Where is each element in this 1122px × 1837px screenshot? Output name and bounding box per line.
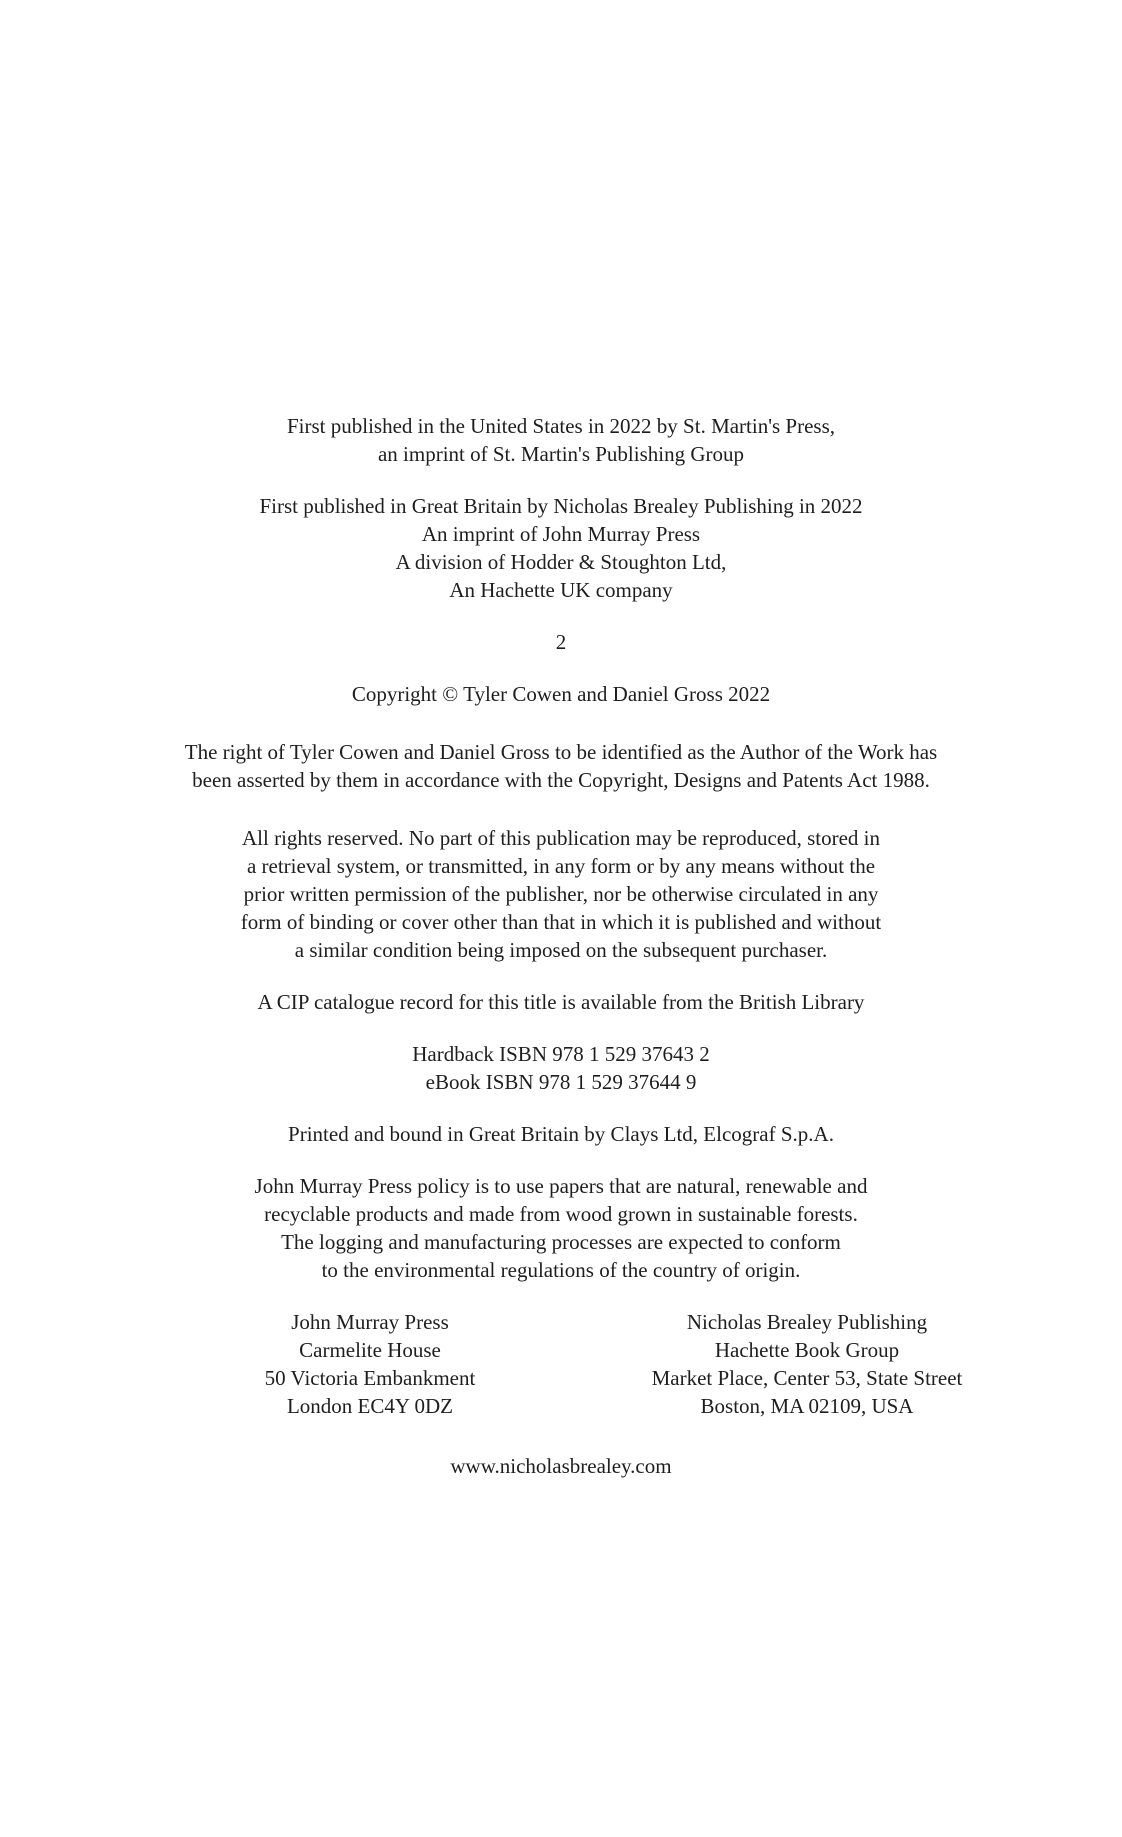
moral-rights-notice bbox=[0, 738, 1122, 794]
uk-publication-line-1: First published in Great Britain by Nicholas Brealey Publishing in 2022 bbox=[259, 494, 863, 518]
uk-publication-line-4: An Hachette UK company bbox=[449, 578, 673, 602]
publisher-addresses bbox=[0, 1308, 1122, 1428]
address-us-line-4: Boston, MA 02109, USA bbox=[700, 1394, 914, 1418]
cip-text: A CIP catalogue record for this title is available from the British Library bbox=[257, 990, 865, 1014]
isbn-hardback: Hardback ISBN 978 1 529 37643 2 bbox=[412, 1042, 710, 1066]
rights-reserved-line-5: a similar condition being imposed on the subsequent purchaser. bbox=[294, 938, 828, 962]
rights-reserved-line-3: prior written permission of the publisher, nor be otherwise circulated in any bbox=[243, 882, 879, 906]
isbn-block bbox=[0, 1040, 1122, 1096]
address-uk-line-1: John Murray Press bbox=[291, 1310, 449, 1334]
moral-rights-line-1: The right of Tyler Cowen and Daniel Gross to be identified as the Author of the Work has bbox=[184, 740, 938, 764]
copyright-text: Copyright © Tyler Cowen and Daniel Gross 2022 bbox=[351, 682, 771, 706]
printing-number bbox=[0, 628, 1122, 656]
uk-publication-line-2: An imprint of John Murray Press bbox=[421, 522, 701, 546]
address-us-line-2: Hachette Book Group bbox=[714, 1338, 900, 1362]
printing-number-text: 2 bbox=[555, 630, 567, 654]
paper-policy-notice bbox=[0, 1172, 1122, 1284]
website-link[interactable]: www.nicholasbrealey.com bbox=[450, 1454, 672, 1478]
address-uk-line-3: 50 Victoria Embankment bbox=[264, 1366, 476, 1390]
rights-reserved-line-4: form of binding or cover other than that in which it is published and without bbox=[240, 910, 882, 934]
website-block bbox=[0, 1452, 1122, 1480]
rights-reserved-line-2: a retrieval system, or transmitted, in any form or by any means without the bbox=[246, 854, 876, 878]
address-us-line-3: Market Place, Center 53, State Street bbox=[651, 1366, 963, 1390]
rights-reserved-line-1: All rights reserved. No part of this publication may be reproduced, stored in bbox=[242, 826, 880, 850]
copyright-notice bbox=[0, 680, 1122, 708]
uk-publication-notice bbox=[0, 492, 1122, 604]
printer-text: Printed and bound in Great Britain by Clays Ltd, Elcograf S.p.A. bbox=[288, 1122, 834, 1146]
rights-reserved-notice bbox=[0, 824, 1122, 964]
moral-rights-line-2: been asserted by them in accordance with the Copyright, Designs and Patents Act 1988. bbox=[192, 768, 930, 792]
address-us bbox=[622, 1308, 992, 1420]
address-uk-line-4: London EC4Y 0DZ bbox=[286, 1394, 454, 1418]
us-publication-notice bbox=[0, 412, 1122, 468]
copyright-page bbox=[0, 412, 1122, 1480]
address-us-line-1: Nicholas Brealey Publishing bbox=[686, 1310, 928, 1334]
paper-policy-line-3: The logging and manufacturing processes are expected to conform bbox=[281, 1230, 841, 1254]
cip-notice bbox=[0, 988, 1122, 1016]
address-uk bbox=[250, 1308, 490, 1420]
paper-policy-line-1: John Murray Press policy is to use papers that are natural, renewable and bbox=[254, 1174, 868, 1198]
paper-policy-line-4: to the environmental regulations of the country of origin. bbox=[321, 1258, 801, 1282]
isbn-ebook: eBook ISBN 978 1 529 37644 9 bbox=[425, 1070, 697, 1094]
us-publication-line-2: an imprint of St. Martin's Publishing Group bbox=[377, 442, 745, 466]
uk-publication-line-3: A division of Hodder & Stoughton Ltd, bbox=[395, 550, 727, 574]
paper-policy-line-2: recyclable products and made from wood grown in sustainable forests. bbox=[264, 1202, 858, 1226]
printer-notice bbox=[0, 1120, 1122, 1148]
us-publication-line-1: First published in the United States in 2022 by St. Martin's Press, bbox=[286, 414, 836, 438]
address-uk-line-2: Carmelite House bbox=[299, 1338, 441, 1362]
